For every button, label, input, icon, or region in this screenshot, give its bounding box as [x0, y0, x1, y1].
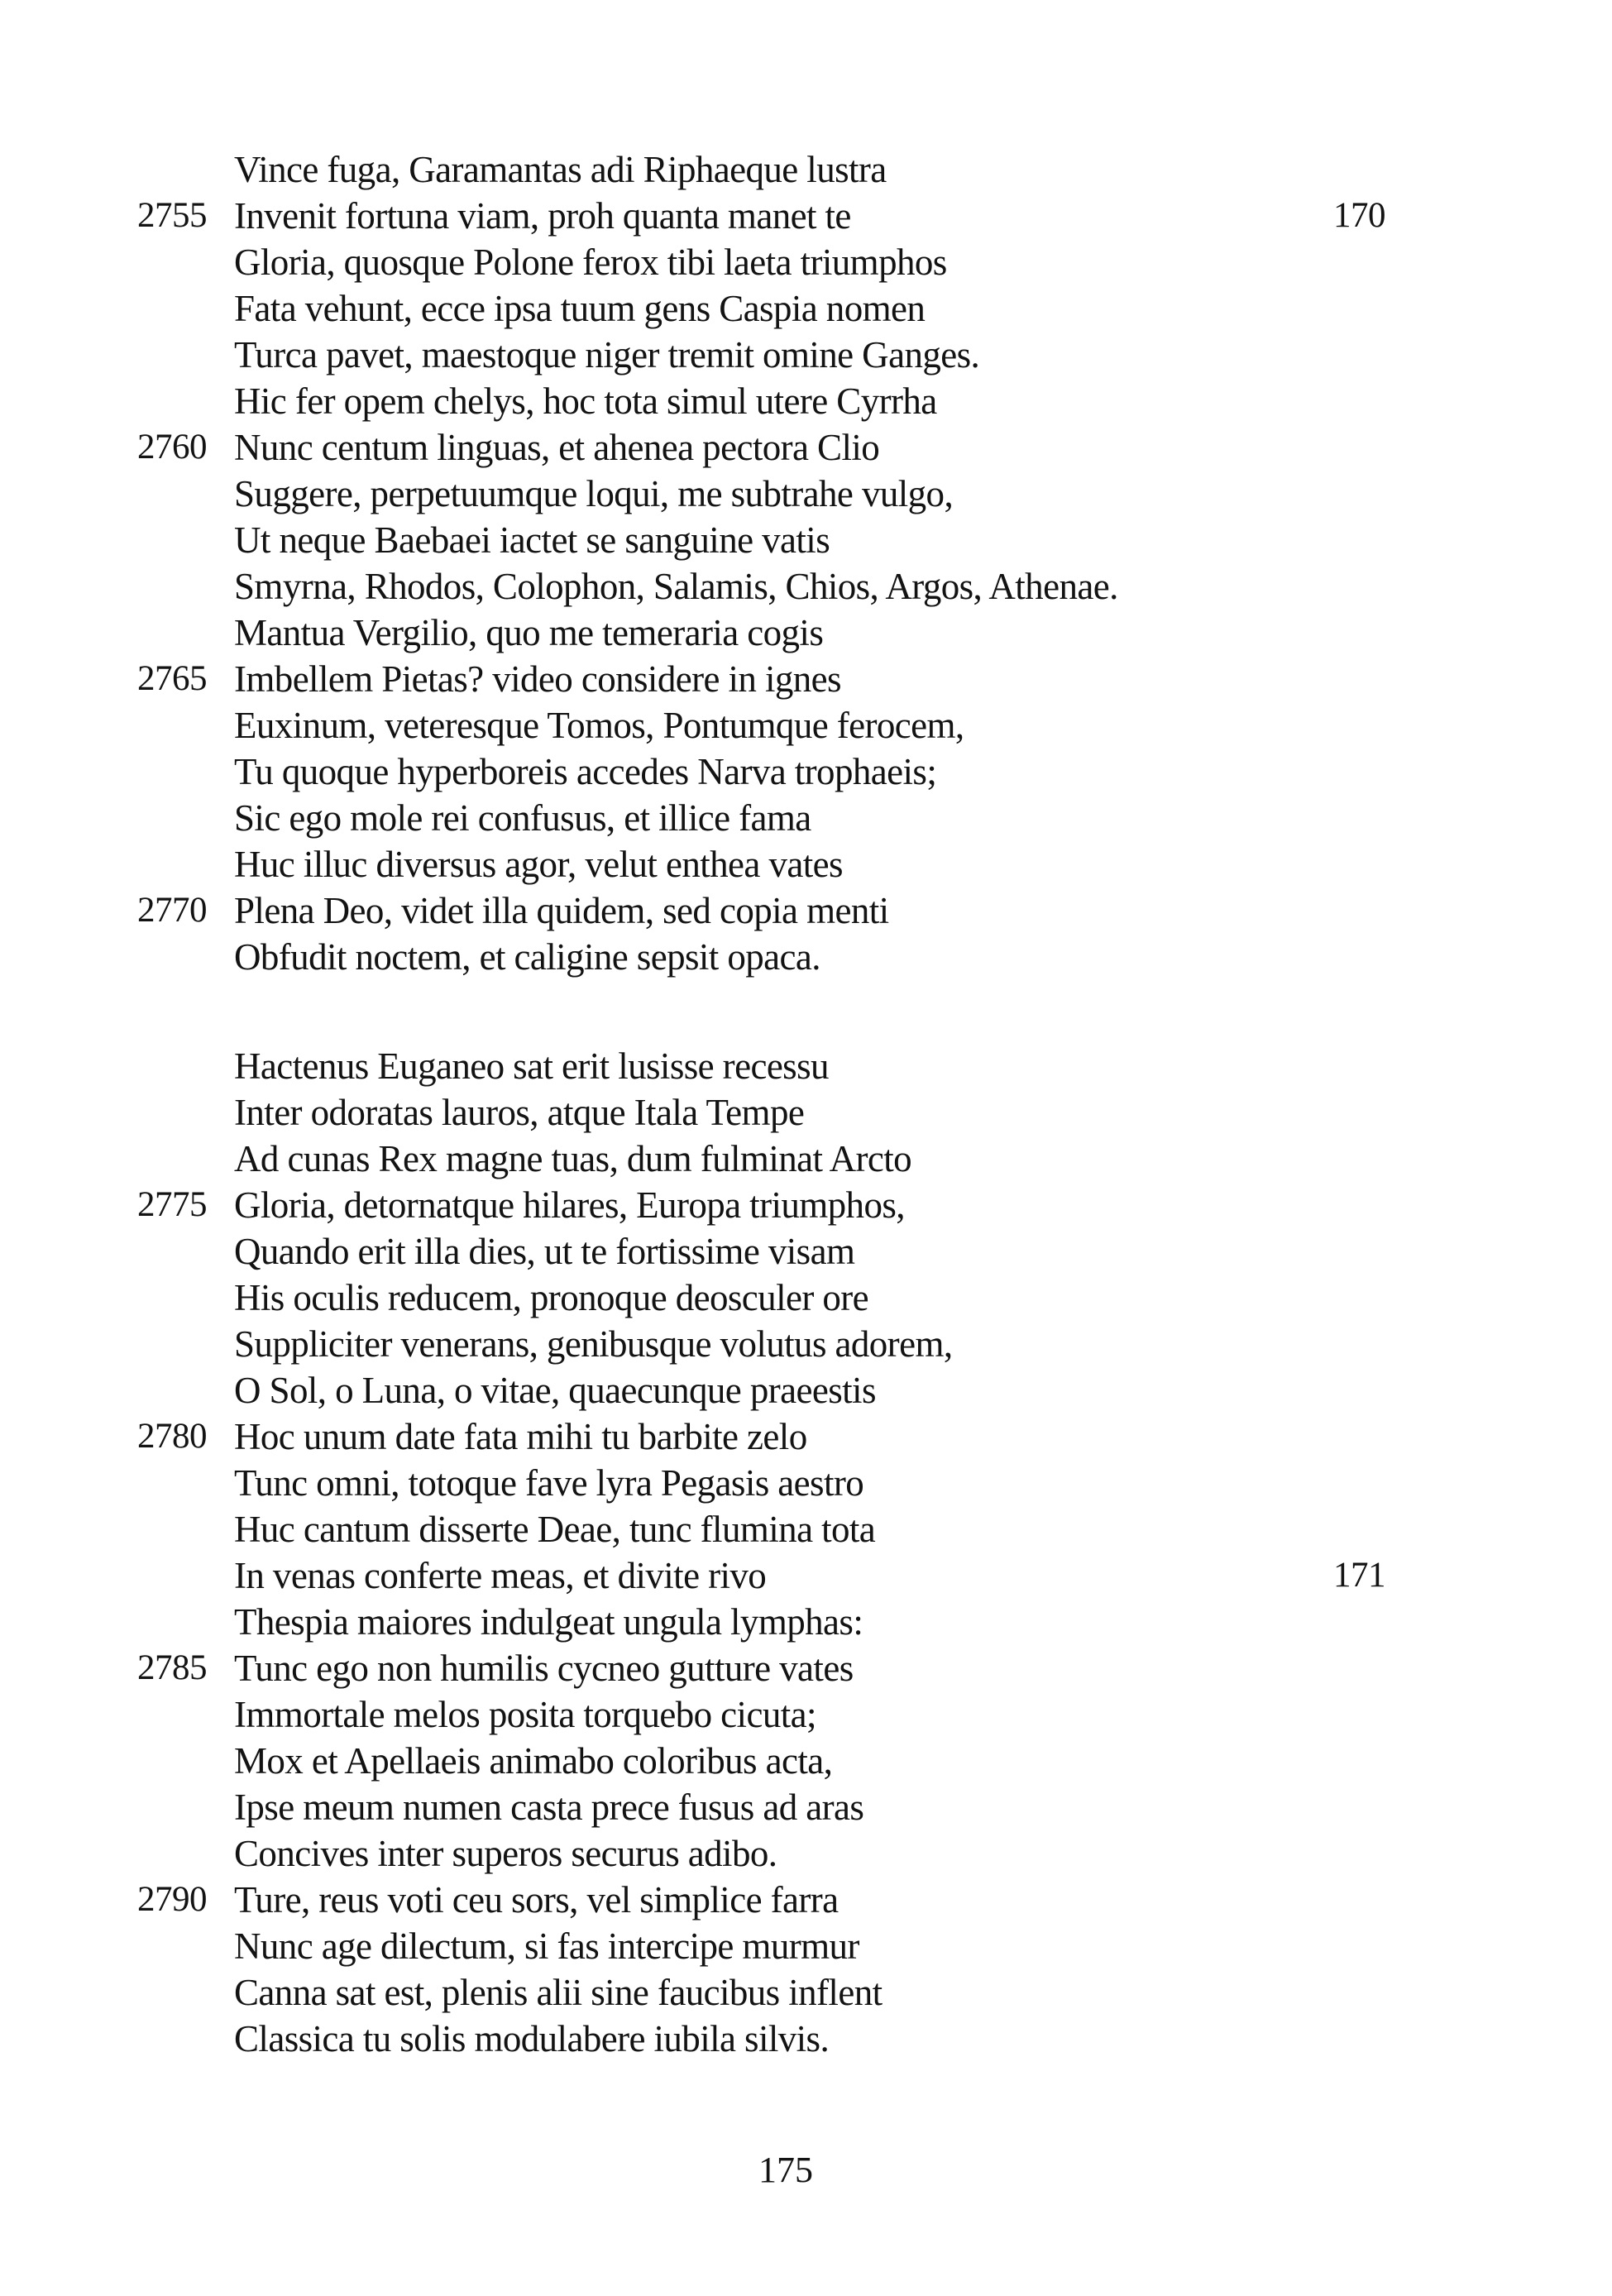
- stanza: [0, 146, 1612, 980]
- verse-line: [0, 193, 1612, 239]
- verse-text: Classica tu solis modulabere iubila silvis.: [234, 2018, 830, 2059]
- verse-text: Tunc omni, totoque fave lyra Pegasis aestro: [234, 1462, 864, 1504]
- verse-text: Suggere, perpetuumque loqui, me subtrahe vulgo,: [234, 473, 954, 514]
- verse-text: In venas conferte meas, et divite rivo: [234, 1555, 767, 1596]
- verse-text: Thespia maiores indulgeat ungula lymphas:: [234, 1601, 863, 1643]
- verse-line: [0, 1599, 1612, 1645]
- verse-line: [0, 1691, 1612, 1738]
- verse-line: [0, 1367, 1612, 1413]
- verse-line: [0, 146, 1612, 193]
- verse-line-number: 2765: [137, 659, 207, 698]
- verse-text: Ad cunas Rex magne tuas, dum fulminat Arcto: [234, 1138, 912, 1179]
- verse-line-number: 2760: [137, 428, 207, 466]
- verse-text: Hic fer opem chelys, hoc tota simul utere Cyrrha: [234, 380, 937, 422]
- verse-text: Canna sat est, plenis alii sine faucibus inflent: [234, 1972, 883, 2013]
- verse-text: Quando erit illa dies, ut te fortissime visam: [234, 1231, 855, 1272]
- verse-line: [0, 1413, 1612, 1460]
- verse-line-number: 2770: [137, 891, 207, 930]
- verse-line: [0, 1043, 1612, 1089]
- verse-text: Hactenus Euganeo sat erit lusisse recessu: [234, 1045, 829, 1087]
- verse-text: Tu quoque hyperboreis accedes Narva trophaeis;: [234, 751, 937, 792]
- verse-line: [0, 610, 1612, 656]
- verse-text: Hoc unum date fata mihi tu barbite zelo: [234, 1416, 807, 1457]
- verse-line-number: 2755: [137, 196, 207, 235]
- verse-text: Ture, reus voti ceu sors, vel simplice farra: [234, 1879, 839, 1921]
- verse-line: [0, 239, 1612, 285]
- verse-text: Ipse meum numen casta prece fusus ad aras: [234, 1787, 864, 1828]
- verse-text: Vince fuga, Garamantas adi Riphaeque lustra: [234, 149, 887, 190]
- verse-line: [0, 378, 1612, 424]
- verse-line: [0, 841, 1612, 887]
- verse-text: Sic ego mole rei confusus, et illice fama: [234, 797, 811, 839]
- verse-line: [0, 1228, 1612, 1275]
- verse-line: [0, 2016, 1612, 2062]
- verse-text: Gloria, detornatque hilares, Europa triumphos,: [234, 1184, 905, 1226]
- verse-text: Invenit fortuna viam, proh quanta manet te: [234, 195, 851, 237]
- verse-text: Suppliciter venerans, genibusque volutus adorem,: [234, 1323, 953, 1365]
- verse-line: [0, 1738, 1612, 1784]
- verse-line: [0, 1552, 1612, 1599]
- verse-line: [0, 1089, 1612, 1136]
- verse-line: [0, 1182, 1612, 1228]
- verse-line: [0, 1321, 1612, 1367]
- verse-line: [0, 424, 1612, 471]
- verse-line: [0, 1969, 1612, 2016]
- verse-text: Smyrna, Rhodos, Colophon, Salamis, Chios, Argos, Athenae.: [234, 566, 1118, 607]
- verse-line: [0, 563, 1612, 610]
- verse-text: O Sol, o Luna, o vitae, quaecunque praeestis: [234, 1370, 876, 1411]
- verse-line: [0, 285, 1612, 332]
- verse-line: [0, 471, 1612, 517]
- stanza: [0, 1043, 1612, 2062]
- verse-line: [0, 332, 1612, 378]
- verse-text: Obfudit noctem, et caligine sepsit opaca.: [234, 936, 820, 978]
- verse-line: [0, 887, 1612, 934]
- verse-line: [0, 1784, 1612, 1830]
- verse-text: Nunc centum linguas, et ahenea pectora Clio: [234, 427, 880, 468]
- verse-text: Imbellem Pietas? video considere in ignes: [234, 658, 841, 700]
- verse-line: [0, 1923, 1612, 1969]
- verse-text: Immortale melos posita torquebo cicuta;: [234, 1694, 816, 1735]
- verse-text: Ut neque Baebaei iactet se sanguine vatis: [234, 519, 830, 561]
- poem-text-block: [0, 146, 1612, 2062]
- verse-line: [0, 749, 1612, 795]
- verse-text: Turca pavet, maestoque niger tremit omine Ganges.: [234, 334, 980, 375]
- verse-line: [0, 934, 1612, 980]
- verse-text: Inter odoratas lauros, atque Itala Tempe: [234, 1092, 805, 1133]
- verse-line: [0, 656, 1612, 702]
- verse-line: [0, 517, 1612, 563]
- verse-line: [0, 1830, 1612, 1877]
- margin-folio-number: 170: [1333, 196, 1385, 235]
- verse-line-number: 2780: [137, 1417, 207, 1456]
- verse-text: Huc cantum disserte Deae, tunc flumina tota: [234, 1509, 876, 1550]
- verse-line-number: 2790: [137, 1880, 207, 1919]
- verse-line: [0, 1506, 1612, 1552]
- verse-text: Mox et Apellaeis animabo coloribus acta,: [234, 1740, 833, 1782]
- verse-text: Concives inter superos securus adibo.: [234, 1833, 777, 1874]
- verse-line: [0, 795, 1612, 841]
- verse-line: [0, 1460, 1612, 1506]
- verse-line-number: 2775: [137, 1185, 207, 1224]
- verse-text: Tunc ego non humilis cycneo gutture vates: [234, 1648, 854, 1689]
- verse-line: [0, 1645, 1612, 1691]
- verse-text: Mantua Vergilio, quo me temeraria cogis: [234, 612, 824, 653]
- verse-line: [0, 702, 1612, 749]
- verse-line: [0, 1275, 1612, 1321]
- verse-text: Fata vehunt, ecce ipsa tuum gens Caspia nomen: [234, 288, 926, 329]
- verse-line-number: 2785: [137, 1648, 207, 1687]
- verse-text: His oculis reducem, pronoque deosculer ore: [234, 1277, 869, 1318]
- verse-text: Huc illuc diversus agor, velut enthea vates: [234, 844, 843, 885]
- page-footer: [0, 2147, 1571, 2193]
- verse-text: Euxinum, veteresque Tomos, Pontumque ferocem,: [234, 705, 964, 746]
- verse-line: [0, 1877, 1612, 1923]
- verse-text: Plena Deo, videt illa quidem, sed copia menti: [234, 890, 889, 931]
- page-number: 175: [758, 2150, 813, 2190]
- margin-folio-number: 171: [1333, 1556, 1385, 1595]
- verse-line: [0, 1136, 1612, 1182]
- verse-text: Gloria, quosque Polone ferox tibi laeta triumphos: [234, 242, 947, 283]
- verse-text: Nunc age dilectum, si fas intercipe murmur: [234, 1925, 859, 1967]
